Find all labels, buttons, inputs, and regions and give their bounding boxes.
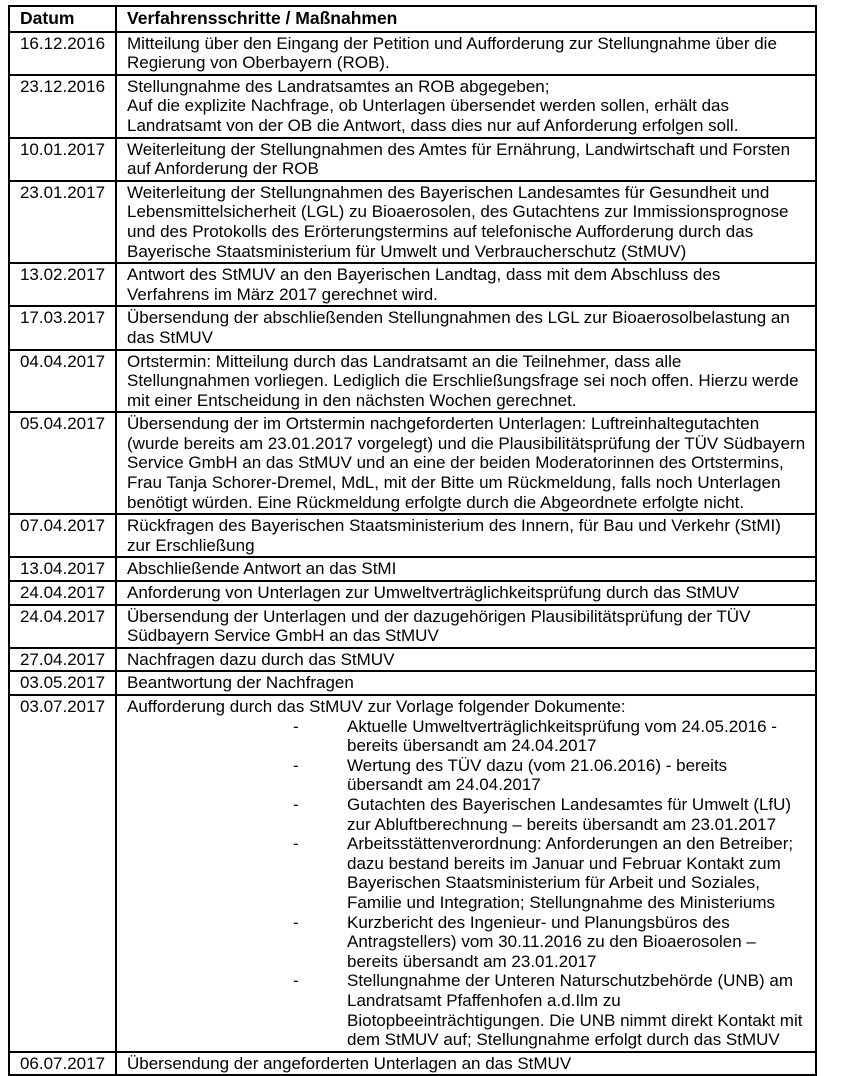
step-cell <box>116 695 816 1052</box>
step-cell: Rückfragen des Bayerischen Staatsministerium des Innern, für Bau und Verkehr (StMI) zur Erschließung <box>116 514 816 557</box>
date-cell: 03.05.2017 <box>9 671 116 695</box>
step-text-line: Stellungnahme des Landratsamtes an ROB abgegeben; <box>127 76 550 96</box>
table-row <box>9 181 816 263</box>
date-cell: 04.04.2017 <box>9 350 116 413</box>
table-row <box>9 138 816 181</box>
column-header-massnahmen: Verfahrensschritte / Maßnahmen <box>116 6 816 32</box>
table-row <box>9 32 816 75</box>
date-cell: 06.07.2017 <box>9 1052 116 1076</box>
date-cell: 27.04.2017 <box>9 648 116 672</box>
date-cell: 13.02.2017 <box>9 263 116 306</box>
step-cell: Nachfragen dazu durch das StMUV <box>116 648 816 672</box>
date-cell: 24.04.2017 <box>9 605 116 648</box>
table-row <box>9 306 816 349</box>
step-cell: Übersendung der Unterlagen und der dazugehörigen Plausibilitätsprüfung der TÜV Südbayern Service GmbH an das StMUV <box>116 605 816 648</box>
table-row <box>9 514 816 557</box>
table-row <box>9 263 816 306</box>
date-cell: 24.04.2017 <box>9 581 116 605</box>
table-row <box>9 605 816 648</box>
procedure-table <box>8 5 817 1076</box>
step-cell: Abschließende Antwort an das StMI <box>116 557 816 581</box>
column-header-datum: Datum <box>9 6 116 32</box>
list-item: - Gutachten des Bayerischen Landesamtes für Umwelt (LfU) zur Abluftberechnung – bereits übersandt am 23.01.2017 <box>293 795 807 834</box>
list-item: - Aktuelle Umweltverträglichkeitsprüfung vom 24.05.2016 - bereits übersandt am 24.04.2017 <box>293 717 807 756</box>
step-cell: Weiterleitung der Stellungnahmen des Bayerischen Landesamtes für Gesundheit und Lebensmittelsicherheit (LGL) zu Bioaerosolen, des Gutachtens zur Immissionsprognose und des Protokolls des Erörterungstermins auf telefonische Aufforderung durch das Bayerische Staatsministerium für Umwelt und Verbraucherschutz (StMUV) <box>116 181 816 263</box>
step-text-line: Auf die explizite Nachfrage, ob Unterlagen übersendet werden sollen, erhält das Landratsamt von der OB die Antwort, dass dies nur auf Anforderung erfolgen soll. <box>127 96 739 135</box>
step-cell: Ortstermin: Mitteilung durch das Landratsamt an die Teilnehmer, dass alle Stellungnahmen vorliegen. Lediglich die Erschließungsfrage sei noch offen. Hierzu werde mit einer Entscheidung in den nächsten Wochen gerechnet. <box>116 350 816 413</box>
date-cell: 03.07.2017 <box>9 695 116 1052</box>
step-cell: Antwort des StMUV an den Bayerischen Landtag, dass mit dem Abschluss des Verfahrens im März 2017 gerechnet wird. <box>116 263 816 306</box>
table-row <box>9 412 816 514</box>
step-cell <box>116 75 816 138</box>
table-row <box>9 648 816 672</box>
table-row <box>9 1052 816 1076</box>
date-cell: 23.01.2017 <box>9 181 116 263</box>
table-row <box>9 695 816 1052</box>
list-item: - Stellungnahme der Unteren Naturschutzbehörde (UNB) am Landratsamt Pfaffenhofen a.d.Ilm zu Biotopbeeinträchtigungen. Die UNB nimmt direkt Kontakt mit dem StMUV auf; Stellungnahme erfolgt durch das StMUV <box>293 971 807 1049</box>
step-cell: Mitteilung über den Eingang der Petition und Aufforderung zur Stellungnahme über die Regierung von Oberbayern (ROB). <box>116 32 816 75</box>
list-item: - Wertung des TÜV dazu (vom 21.06.2016) - bereits übersandt am 24.04.2017 <box>293 756 807 795</box>
table-row <box>9 75 816 138</box>
table-row <box>9 581 816 605</box>
document-list <box>127 717 807 1050</box>
list-item: - Kurzbericht des Ingenieur- und Planungsbüros des Antragstellers) vom 30.11.2016 zu den Bioaerosolen – bereits übersandt am 23.01.2017 <box>293 913 807 972</box>
date-cell: 10.01.2017 <box>9 138 116 181</box>
step-cell: Beantwortung der Nachfragen <box>116 671 816 695</box>
date-cell: 05.04.2017 <box>9 412 116 514</box>
date-cell: 23.12.2016 <box>9 75 116 138</box>
step-cell: Übersendung der abschließenden Stellungnahmen des LGL zur Bioaerosolbelastung an das StMUV <box>116 306 816 349</box>
list-item: - Arbeitsstättenverordnung: Anforderungen an den Betreiber; dazu bestand bereits im Januar und Februar Kontakt zum Bayerischen Staatsministerium für Arbeit und Soziales, Familie und Integration; Stellungnahme des Ministeriums <box>293 834 807 912</box>
header-row <box>9 6 816 32</box>
date-cell: 17.03.2017 <box>9 306 116 349</box>
step-cell: Weiterleitung der Stellungnahmen des Amtes für Ernährung, Landwirtschaft und Forsten auf Anforderung der ROB <box>116 138 816 181</box>
step-cell: Übersendung der angeforderten Unterlagen an das StMUV <box>116 1052 816 1076</box>
table-row <box>9 557 816 581</box>
step-cell: Übersendung der im Ortstermin nachgeforderten Unterlagen: Luftreinhaltegutachten (wurde bereits am 23.01.2017 vorgelegt) und die Plausibilitätsprüfung der TÜV Südbayern Service GmbH an das StMUV und an eine der beiden Moderatorinnen des Ortstermins, Frau Tanja Schorer-Dremel, MdL, mit der Bitte um Rückmeldung, falls noch Unterlagen benötigt würden. Eine Rückmeldung erfolgte durch die Abgeordnete erfolgte nicht. <box>116 412 816 514</box>
date-cell: 13.04.2017 <box>9 557 116 581</box>
step-cell: Anforderung von Unterlagen zur Umweltverträglichkeitsprüfung durch das StMUV <box>116 581 816 605</box>
table-row <box>9 350 816 413</box>
date-cell: 16.12.2016 <box>9 32 116 75</box>
table-row <box>9 671 816 695</box>
date-cell: 07.04.2017 <box>9 514 116 557</box>
step-text-intro: Aufforderung durch das StMUV zur Vorlage folgender Dokumente: <box>127 697 626 716</box>
